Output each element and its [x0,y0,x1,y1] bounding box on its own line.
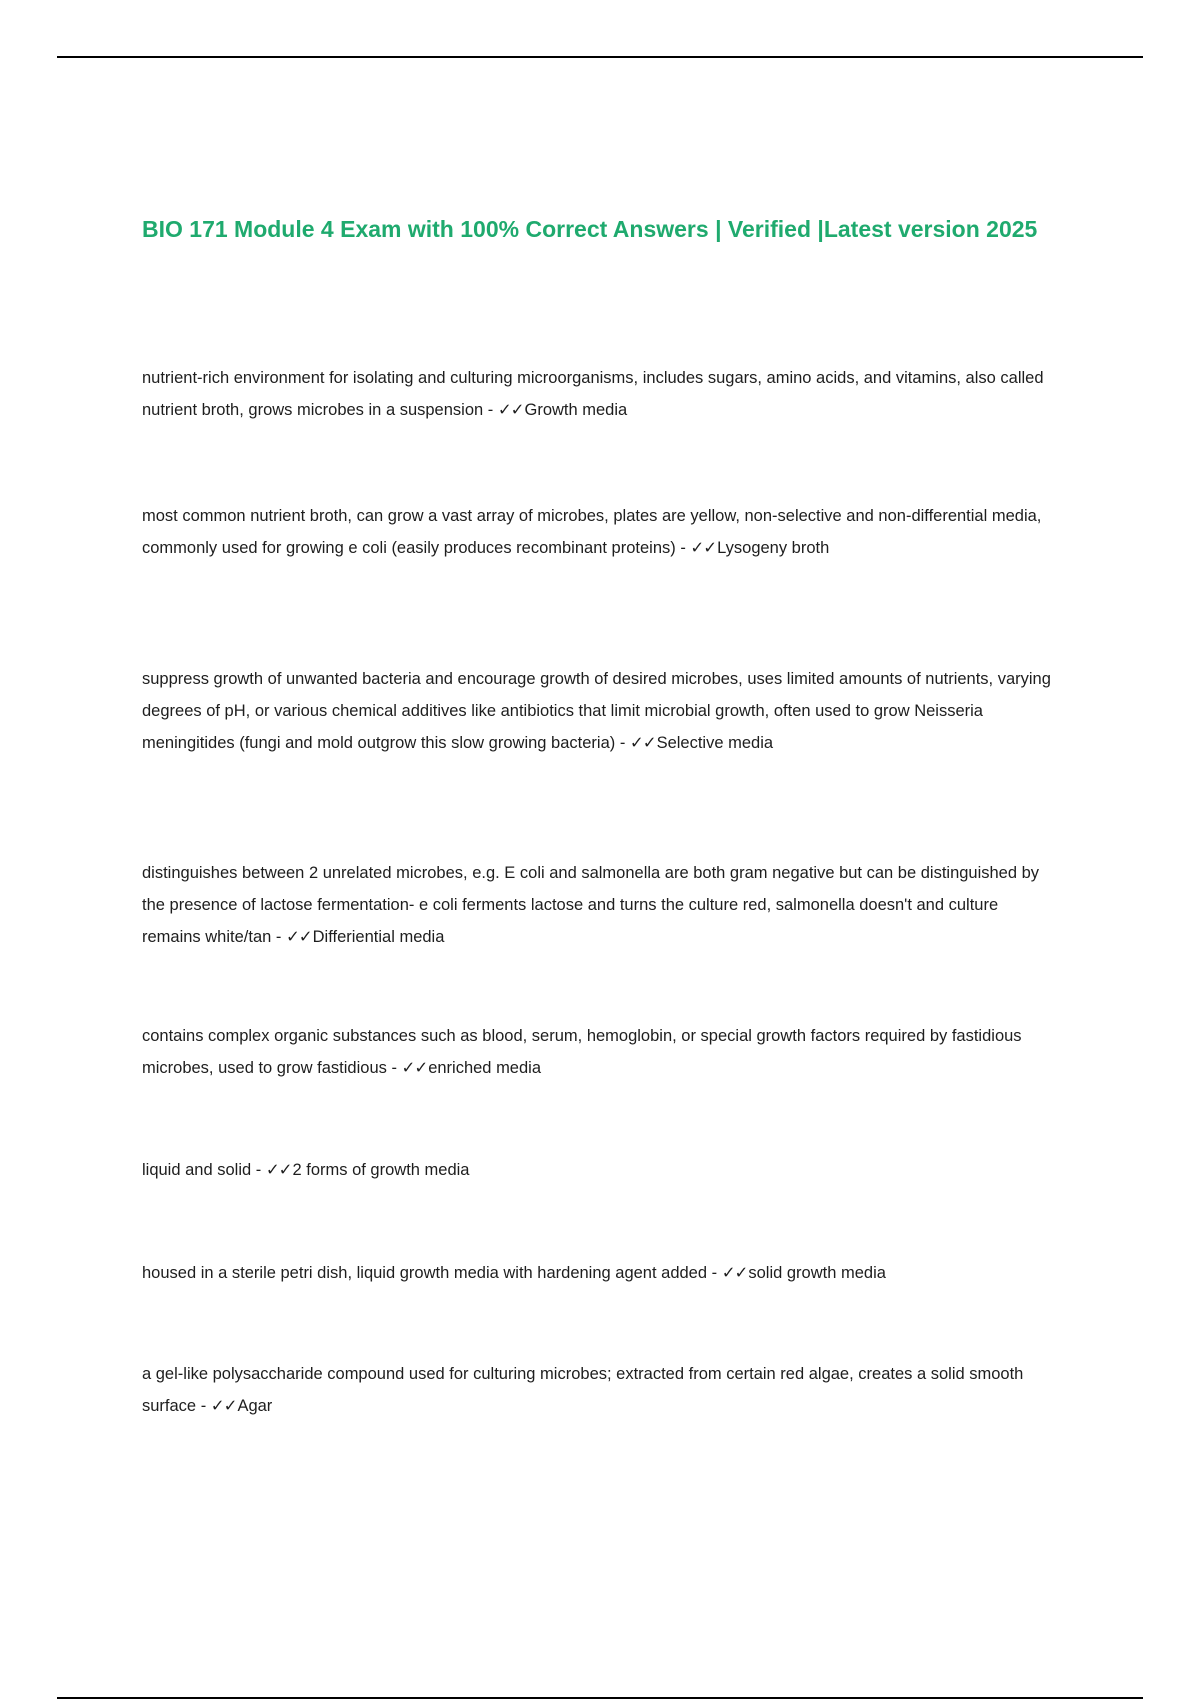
check-mark-icon: ✓✓ [721,1264,748,1282]
answer-text: Growth media [524,401,628,419]
answer-text: Lysogeny broth [717,539,830,557]
qa-item [142,857,1057,953]
question-text: contains complex organic substances such as blood, serum, hemoglobin, or special growth factors required by fastidious microbes, used to grow fastidious - [142,1027,1022,1077]
document-body [142,212,1062,1415]
question-text: a gel-like polysaccharide compound used for culturing microbes; extracted from certain red algae, creates a solid smooth surface - [142,1365,1024,1415]
bottom-rule [57,1697,1143,1699]
qa-item [142,500,1057,564]
qa-item [142,362,1057,426]
question-text: liquid and solid - [142,1161,266,1179]
qa-item [142,1358,1057,1422]
check-mark-icon: ✓✓ [265,1161,292,1179]
question-text: most common nutrient broth, can grow a vast array of microbes, plates are yellow, non-selective and non-differential media, commonly used for growing e coli (easily produces recombinant proteins) - [142,507,1042,557]
answer-text: 2 forms of growth media [292,1161,470,1179]
check-mark-icon: ✓✓ [210,1397,237,1415]
question-text: nutrient-rich environment for isolating and culturing microorganisms, includes sugars, amino acids, and vitamins, also called nutrient broth, grows microbes in a suspension - [142,369,1044,419]
answer-text: enriched media [428,1059,542,1077]
answer-text: Agar [237,1397,273,1415]
document-title: BIO 171 Module 4 Exam with 100% Correct Answers | Verified |Latest version 2025 [142,216,1038,242]
check-mark-icon: ✓✓ [629,734,656,752]
qa-item [142,663,1057,759]
top-rule [57,56,1143,58]
qa-item [142,1154,1057,1186]
answer-text: Selective media [656,734,774,752]
answer-text: Differiential media [312,928,445,946]
qa-item [142,1257,1057,1289]
answer-text: solid growth media [748,1264,886,1282]
question-text: suppress growth of unwanted bacteria and encourage growth of desired microbes, uses limited amounts of nutrients, varying degrees of pH, or various chemical additives like antibiotics that limit microbial growth, often used to grow Neisseria meningitides (fungi and mold outgrow this slow growing bacteria) - [142,670,1051,752]
check-mark-icon: ✓✓ [497,401,524,419]
question-text: housed in a sterile petri dish, liquid growth media with hardening agent added - [142,1264,722,1282]
question-text: distinguishes between 2 unrelated microbes, e.g. E coli and salmonella are both gram negative but can be distinguished by the presence of lactose fermentation- e coli ferments lactose and turns the culture red, salmonella doesn't and culture remains white/tan - [142,864,1040,946]
check-mark-icon: ✓✓ [690,539,717,557]
check-mark-icon: ✓✓ [285,928,312,946]
check-mark-icon: ✓✓ [401,1059,428,1077]
qa-item [142,1020,1057,1084]
